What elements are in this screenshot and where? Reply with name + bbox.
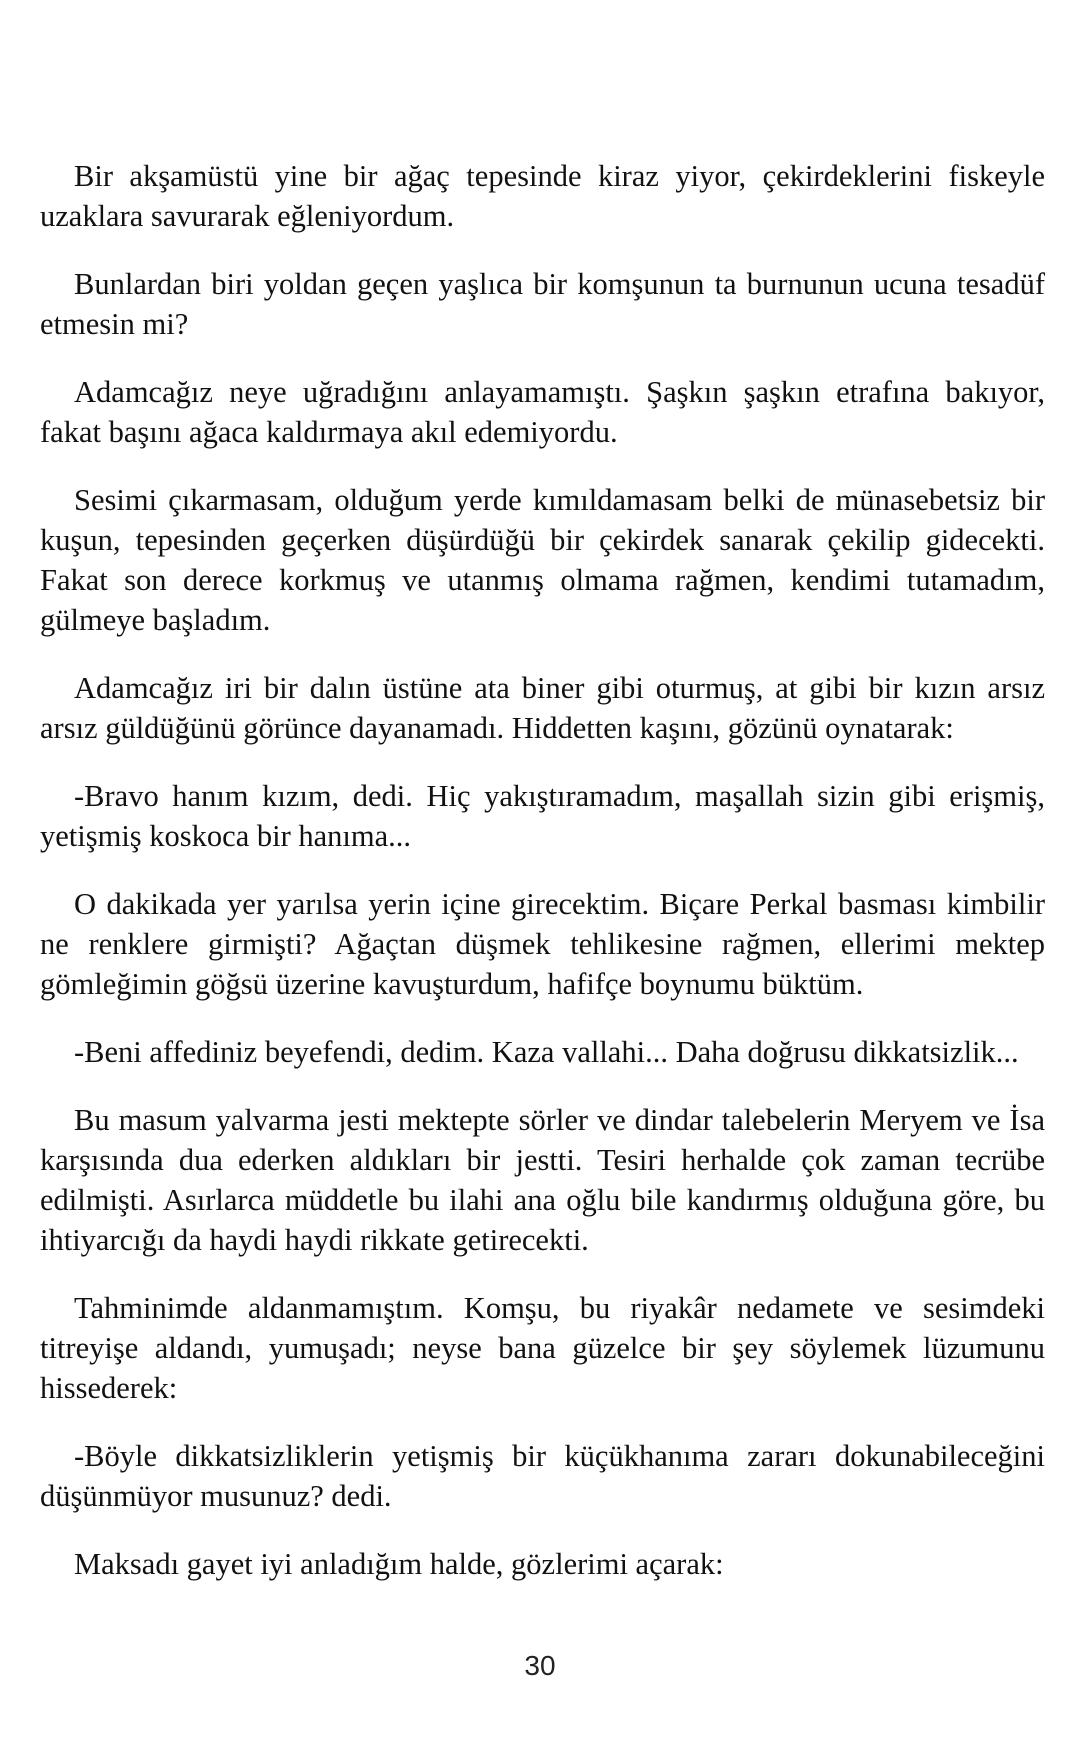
paragraph-10: Tahminimde aldanmamıştım. Komşu, bu riyakâr nedamete ve sesimdeki titreyişe aldandı, yumuşadı; neyse bana güzelce bir şey söylemek lüzumunu hissederek: xyxy=(40,1291,1045,1405)
paragraph-2: Bunlardan biri yoldan geçen yaşlıca bir komşunun ta burnunun ucuna tesadüf etmesin mi? xyxy=(40,267,1045,341)
paragraph-8: -Beni affediniz beyefendi, dedim. Kaza vallahi... Daha doğrusu dikkatsizlik... xyxy=(74,1035,1019,1069)
paragraph-5: Adamcağız iri bir dalın üstüne ata biner gibi oturmuş, at gibi bir kızın arsız arsız güldüğünü görünce dayanamadı. Hiddetten kaşını, gözünü oynatarak: xyxy=(40,671,1045,745)
paragraph-6: -Bravo hanım kızım, dedi. Hiç yakıştıramadım, maşallah sizin gibi erişmiş, yetişmiş koskoca bir hanıma... xyxy=(40,779,1045,853)
paragraph-4: Sesimi çıkarmasam, olduğum yerde kımıldamasam belki de münasebetsiz bir kuşun, tepesinden geçerken düşürdüğü bir çekirdek sanarak çekilip gidecekti. Fakat son derece korkmuş ve utanmış olmama rağmen, kendimi tutamadım, gülmeye başladım. xyxy=(40,483,1045,637)
paragraph-11: -Böyle dikkatsizliklerin yetişmiş bir küçükhanıma zararı dokunabileceğini düşünmüyor musunuz? dedi. xyxy=(40,1439,1045,1513)
paragraph-12: Maksadı gayet iyi anladığım halde, gözlerimi açarak: xyxy=(74,1547,724,1581)
paragraph-9: Bu masum yalvarma jesti mektepte sörler ve dindar talebelerin Meryem ve İsa karşısında dua ederken aldıkları bir jestti. Tesiri herhalde çok zaman tecrübe edilmişti. Asırlarca müddetle bu ilahi ana oğlu bile kandırmış olduğuna göre, bu ihtiyarcığı da haydi haydi rikkate getirecekti. xyxy=(40,1103,1045,1257)
paragraph-1: Bir akşamüstü yine bir ağaç tepesinde kiraz yiyor, çekirdeklerini fiskeyle uzaklara savurarak eğleniyordum. xyxy=(40,159,1045,233)
page-body xyxy=(40,156,1045,1612)
page-number: 30 xyxy=(524,1650,556,1681)
paragraph-3: Adamcağız neye uğradığını anlayamamıştı. Şaşkın şaşkın etrafına bakıyor, fakat başını ağaca kaldırmaya akıl edemiyordu. xyxy=(40,375,1045,449)
paragraph-7: O dakikada yer yarılsa yerin içine girecektim. Biçare Perkal basması kimbilir ne renklere girmişti? Ağaçtan düşmek tehlikesine rağmen, ellerimi mektep gömleğimin göğsü üzerine kavuşturdum, hafifçe boynumu büktüm. xyxy=(40,887,1045,1001)
